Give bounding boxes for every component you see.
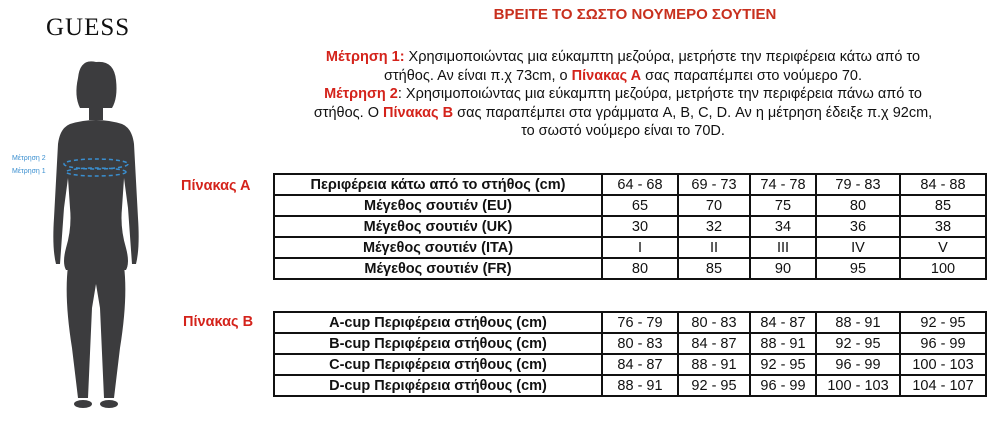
- table-cell: 100 - 103: [900, 354, 986, 375]
- table-cell: 76 - 79: [602, 312, 678, 333]
- measure-1-heading: Μέτρηση 1:: [325, 49, 405, 65]
- table-cell: 92 - 95: [900, 312, 986, 333]
- table-cell: 88 - 91: [816, 312, 900, 333]
- row-header: A-cup Περιφέρεια στήθους (cm): [274, 312, 602, 333]
- instruction-line-1: [278, 48, 968, 67]
- table-cell: 84 - 87: [750, 312, 816, 333]
- table-cell: 65: [602, 195, 678, 216]
- instructions: [278, 48, 968, 141]
- instruction-text: στήθος. Ο: [313, 104, 384, 121]
- table-b-reference: Πίνακας Β: [383, 104, 454, 121]
- measure-1-label: Μέτρηση 1: [12, 168, 46, 175]
- table-cell: 92 - 95: [816, 333, 900, 354]
- table-cell: 84 - 87: [602, 354, 678, 375]
- instruction-text: : Χρησιμοποιώντας μια εύκαμπτη μεζούρα, μετρήστε την περιφέρεια πάνω από το: [397, 86, 922, 103]
- table-a: [273, 173, 987, 280]
- row-header: D-cup Περιφέρεια στήθους (cm): [274, 375, 602, 396]
- instruction-text: σας παραπέμπει στα γράμματα A, B, C, D. Αν η μέτρηση έδειξε π.χ 92cm,: [453, 104, 933, 121]
- table-cell: 70: [678, 195, 750, 216]
- table-row: [274, 354, 986, 375]
- table-row: [274, 258, 986, 279]
- table-cell: 88 - 91: [602, 375, 678, 396]
- instruction-text: Χρησιμοποιώντας μια εύκαμπτη μεζούρα, μετρήστε την περιφέρεια κάτω από το: [404, 49, 921, 65]
- table-row: [274, 216, 986, 237]
- table-a-reference: Πίνακας Α: [571, 67, 642, 84]
- table-cell: 100 - 103: [816, 375, 900, 396]
- instruction-text: σας παραπέμπει στο νούμερο 70.: [641, 67, 862, 84]
- table-cell: 88 - 91: [678, 354, 750, 375]
- row-header: Μέγεθος σουτιέν (ITA): [274, 237, 602, 258]
- table-cell: 96 - 99: [900, 333, 986, 354]
- table-cell: 38: [900, 216, 986, 237]
- table-cell: 100: [900, 258, 986, 279]
- body-silhouette-icon: [0, 58, 160, 418]
- table-cell: 80 - 83: [678, 312, 750, 333]
- row-header: Μέγεθος σουτιέν (FR): [274, 258, 602, 279]
- table-cell: 84 - 87: [678, 333, 750, 354]
- table-a-label: Πίνακας Α: [181, 178, 251, 194]
- measure-2-heading: Μέτρηση 2: [324, 86, 398, 103]
- table-cell: 36: [816, 216, 900, 237]
- table-cell: 104 - 107: [900, 375, 986, 396]
- brand-logo: GUESS: [46, 14, 131, 41]
- table-cell: 80: [816, 195, 900, 216]
- table-cell: 92 - 95: [678, 375, 750, 396]
- row-header: Μέγεθος σουτιέν (EU): [274, 195, 602, 216]
- table-cell: 95: [816, 258, 900, 279]
- table-cell: I: [602, 237, 678, 258]
- body-silhouette-figure: [0, 58, 160, 418]
- table-cell: V: [900, 237, 986, 258]
- table-cell: 96 - 99: [816, 354, 900, 375]
- table-row: [274, 333, 986, 354]
- table-cell: 84 - 88: [900, 174, 986, 195]
- table-cell: 80 - 83: [602, 333, 678, 354]
- table-cell: 64 - 68: [602, 174, 678, 195]
- table-cell: 90: [750, 258, 816, 279]
- instruction-line-5: [278, 122, 968, 141]
- table-cell: 88 - 91: [750, 333, 816, 354]
- table-cell: 92 - 95: [750, 354, 816, 375]
- table-cell: II: [678, 237, 750, 258]
- page-title: ΒΡΕΙΤΕ ΤΟ ΣΩΣΤΟ ΝΟΥΜΕΡΟ ΣΟΥΤΙΕΝ: [493, 6, 777, 23]
- table-row: [274, 312, 986, 333]
- row-header: C-cup Περιφέρεια στήθους (cm): [274, 354, 602, 375]
- table-cell: 80: [602, 258, 678, 279]
- table-cell: III: [750, 237, 816, 258]
- row-header: Μέγεθος σουτιέν (UK): [274, 216, 602, 237]
- instruction-line-4: [278, 104, 968, 123]
- table-b-label: Πίνακας Β: [183, 314, 254, 330]
- table-cell: 74 - 78: [750, 174, 816, 195]
- table-cell: 32: [678, 216, 750, 237]
- table-row: [274, 237, 986, 258]
- table-cell: 75: [750, 195, 816, 216]
- table-cell: 34: [750, 216, 816, 237]
- row-header: Περιφέρεια κάτω από το στήθος (cm): [274, 174, 602, 195]
- table-cell: 79 - 83: [816, 174, 900, 195]
- table-cell: 85: [900, 195, 986, 216]
- table-cell: 69 - 73: [678, 174, 750, 195]
- table-cell: 85: [678, 258, 750, 279]
- table-b: [273, 311, 987, 397]
- instruction-line-3: [278, 85, 968, 104]
- row-header: B-cup Περιφέρεια στήθους (cm): [274, 333, 602, 354]
- instruction-line-2: [278, 67, 968, 86]
- table-cell: 30: [602, 216, 678, 237]
- table-row: [274, 174, 986, 195]
- instruction-text: στήθος. Αν είναι π.χ 73cm, ο: [383, 67, 572, 84]
- table-row: [274, 195, 986, 216]
- measure-2-label: Μέτρηση 2: [12, 155, 46, 162]
- table-row: [274, 375, 986, 396]
- table-cell: IV: [816, 237, 900, 258]
- table-cell: 96 - 99: [750, 375, 816, 396]
- instruction-text: το σωστό νούμερο είναι το 70D.: [521, 123, 725, 140]
